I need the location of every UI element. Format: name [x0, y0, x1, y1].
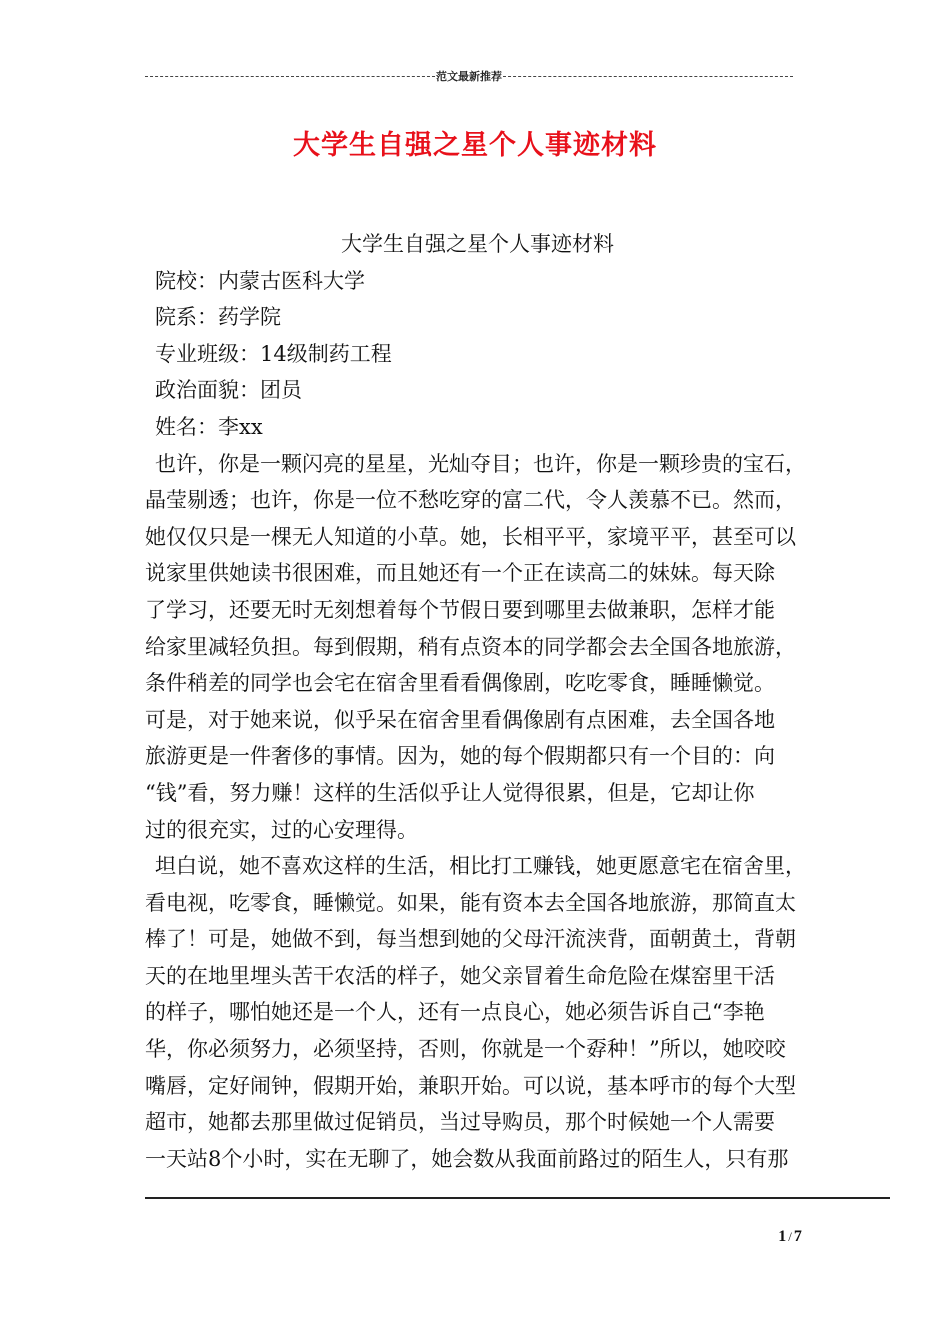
- info-class: 专业班级：14级制药工程: [155, 341, 392, 366]
- header-dash-left: [145, 76, 435, 77]
- header-label: 范文最新推荐: [436, 71, 502, 83]
- paragraph-line: 也许，你是一颗闪亮的星星，光灿夺目；也许，你是一颗珍贵的宝石，: [155, 451, 806, 476]
- paragraph-line: 看电视，吃零食，睡懒觉。如果，能有资本去全国各地旅游，那简直太: [145, 890, 796, 915]
- paragraph-2: [145, 848, 810, 1177]
- page-separator: /: [788, 1229, 792, 1244]
- paragraph-line: 棒了！可是，她做不到，每当想到她的父母汗流浃背，面朝黄土，背朝: [145, 927, 796, 952]
- paragraph-line: 过的很充实，过的心安理得。: [145, 817, 418, 842]
- info-name: 姓名：李xx: [155, 414, 263, 439]
- paragraph-line: 旅游更是一件奢侈的事情。因为，她的每个假期都只有一个目的：向: [145, 744, 775, 769]
- page-current: 1: [778, 1228, 787, 1245]
- document-subtitle: 大学生自强之星个人事迹材料: [341, 232, 614, 256]
- document-body: [145, 226, 810, 1177]
- paragraph-line: 一天站8个小时，实在无聊了，她会数从我面前路过的陌生人，只有那: [145, 1146, 789, 1171]
- page-total: 7: [793, 1228, 802, 1245]
- info-school: 院校：内蒙古医科大学: [155, 268, 365, 293]
- paragraph-line: 条件稍差的同学也会宅在宿舍里看看偶像剧，吃吃零食，睡睡懒觉。: [145, 671, 775, 696]
- paragraph-line: 嘴唇，定好闹钟，假期开始，兼职开始。可以说，基本呼市的每个大型: [145, 1073, 796, 1098]
- footer-divider: [145, 1197, 890, 1199]
- paragraph-line: 说家里供她读书很困难，而且她还有一个正在读高二的妹妹。每天除: [145, 561, 775, 586]
- paragraph-line: 了学习，还要无时无刻想着每个节假日要到哪里去做兼职，怎样才能: [145, 597, 775, 622]
- paragraph-line: 可是，对于她来说，似乎呆在宿舍里看偶像剧有点困难，去全国各地: [145, 707, 775, 732]
- paragraph-1: [145, 446, 810, 849]
- paragraph-line: 给家里减轻负担。每到假期，稍有点资本的同学都会去全国各地旅游，: [145, 634, 796, 659]
- info-political-status: 政治面貌：团员: [155, 378, 302, 403]
- paragraph-line: “钱”看，努力赚！这样的生活似乎让人觉得很累，但是，它却让你: [145, 780, 755, 805]
- paragraph-line: 华，你必须努力，必须坚持，否则，你就是一个孬种！”所以，她咬咬: [145, 1037, 786, 1062]
- header-dash-right: [503, 76, 793, 77]
- paragraph-line: 的样子，哪怕她还是一个人，还有一点良心，她必须告诉自己“李艳: [145, 1000, 765, 1025]
- paragraph-line: 坦白说，她不喜欢这样的生活，相比打工赚钱，她更愿意宅在宿舍里，: [155, 854, 806, 879]
- page-number: [760, 1228, 820, 1246]
- info-department: 院系：药学院: [155, 305, 281, 330]
- page-header: [145, 68, 793, 84]
- document-title: 大学生自强之星个人事迹材料: [293, 130, 657, 161]
- paragraph-line: 超市，她都去那里做过促销员，当过导购员，那个时候她一个人需要: [145, 1110, 775, 1135]
- paragraph-line: 晶莹剔透；也许，你是一位不愁吃穿的富二代，令人羡慕不已。然而，: [145, 488, 796, 513]
- paragraph-line: 她仅仅只是一棵无人知道的小草。她，长相平平，家境平平，甚至可以: [145, 524, 796, 549]
- paragraph-line: 天的在地里埋头苦干农活的样子，她父亲冒着生命危险在煤窑里干活: [145, 963, 775, 988]
